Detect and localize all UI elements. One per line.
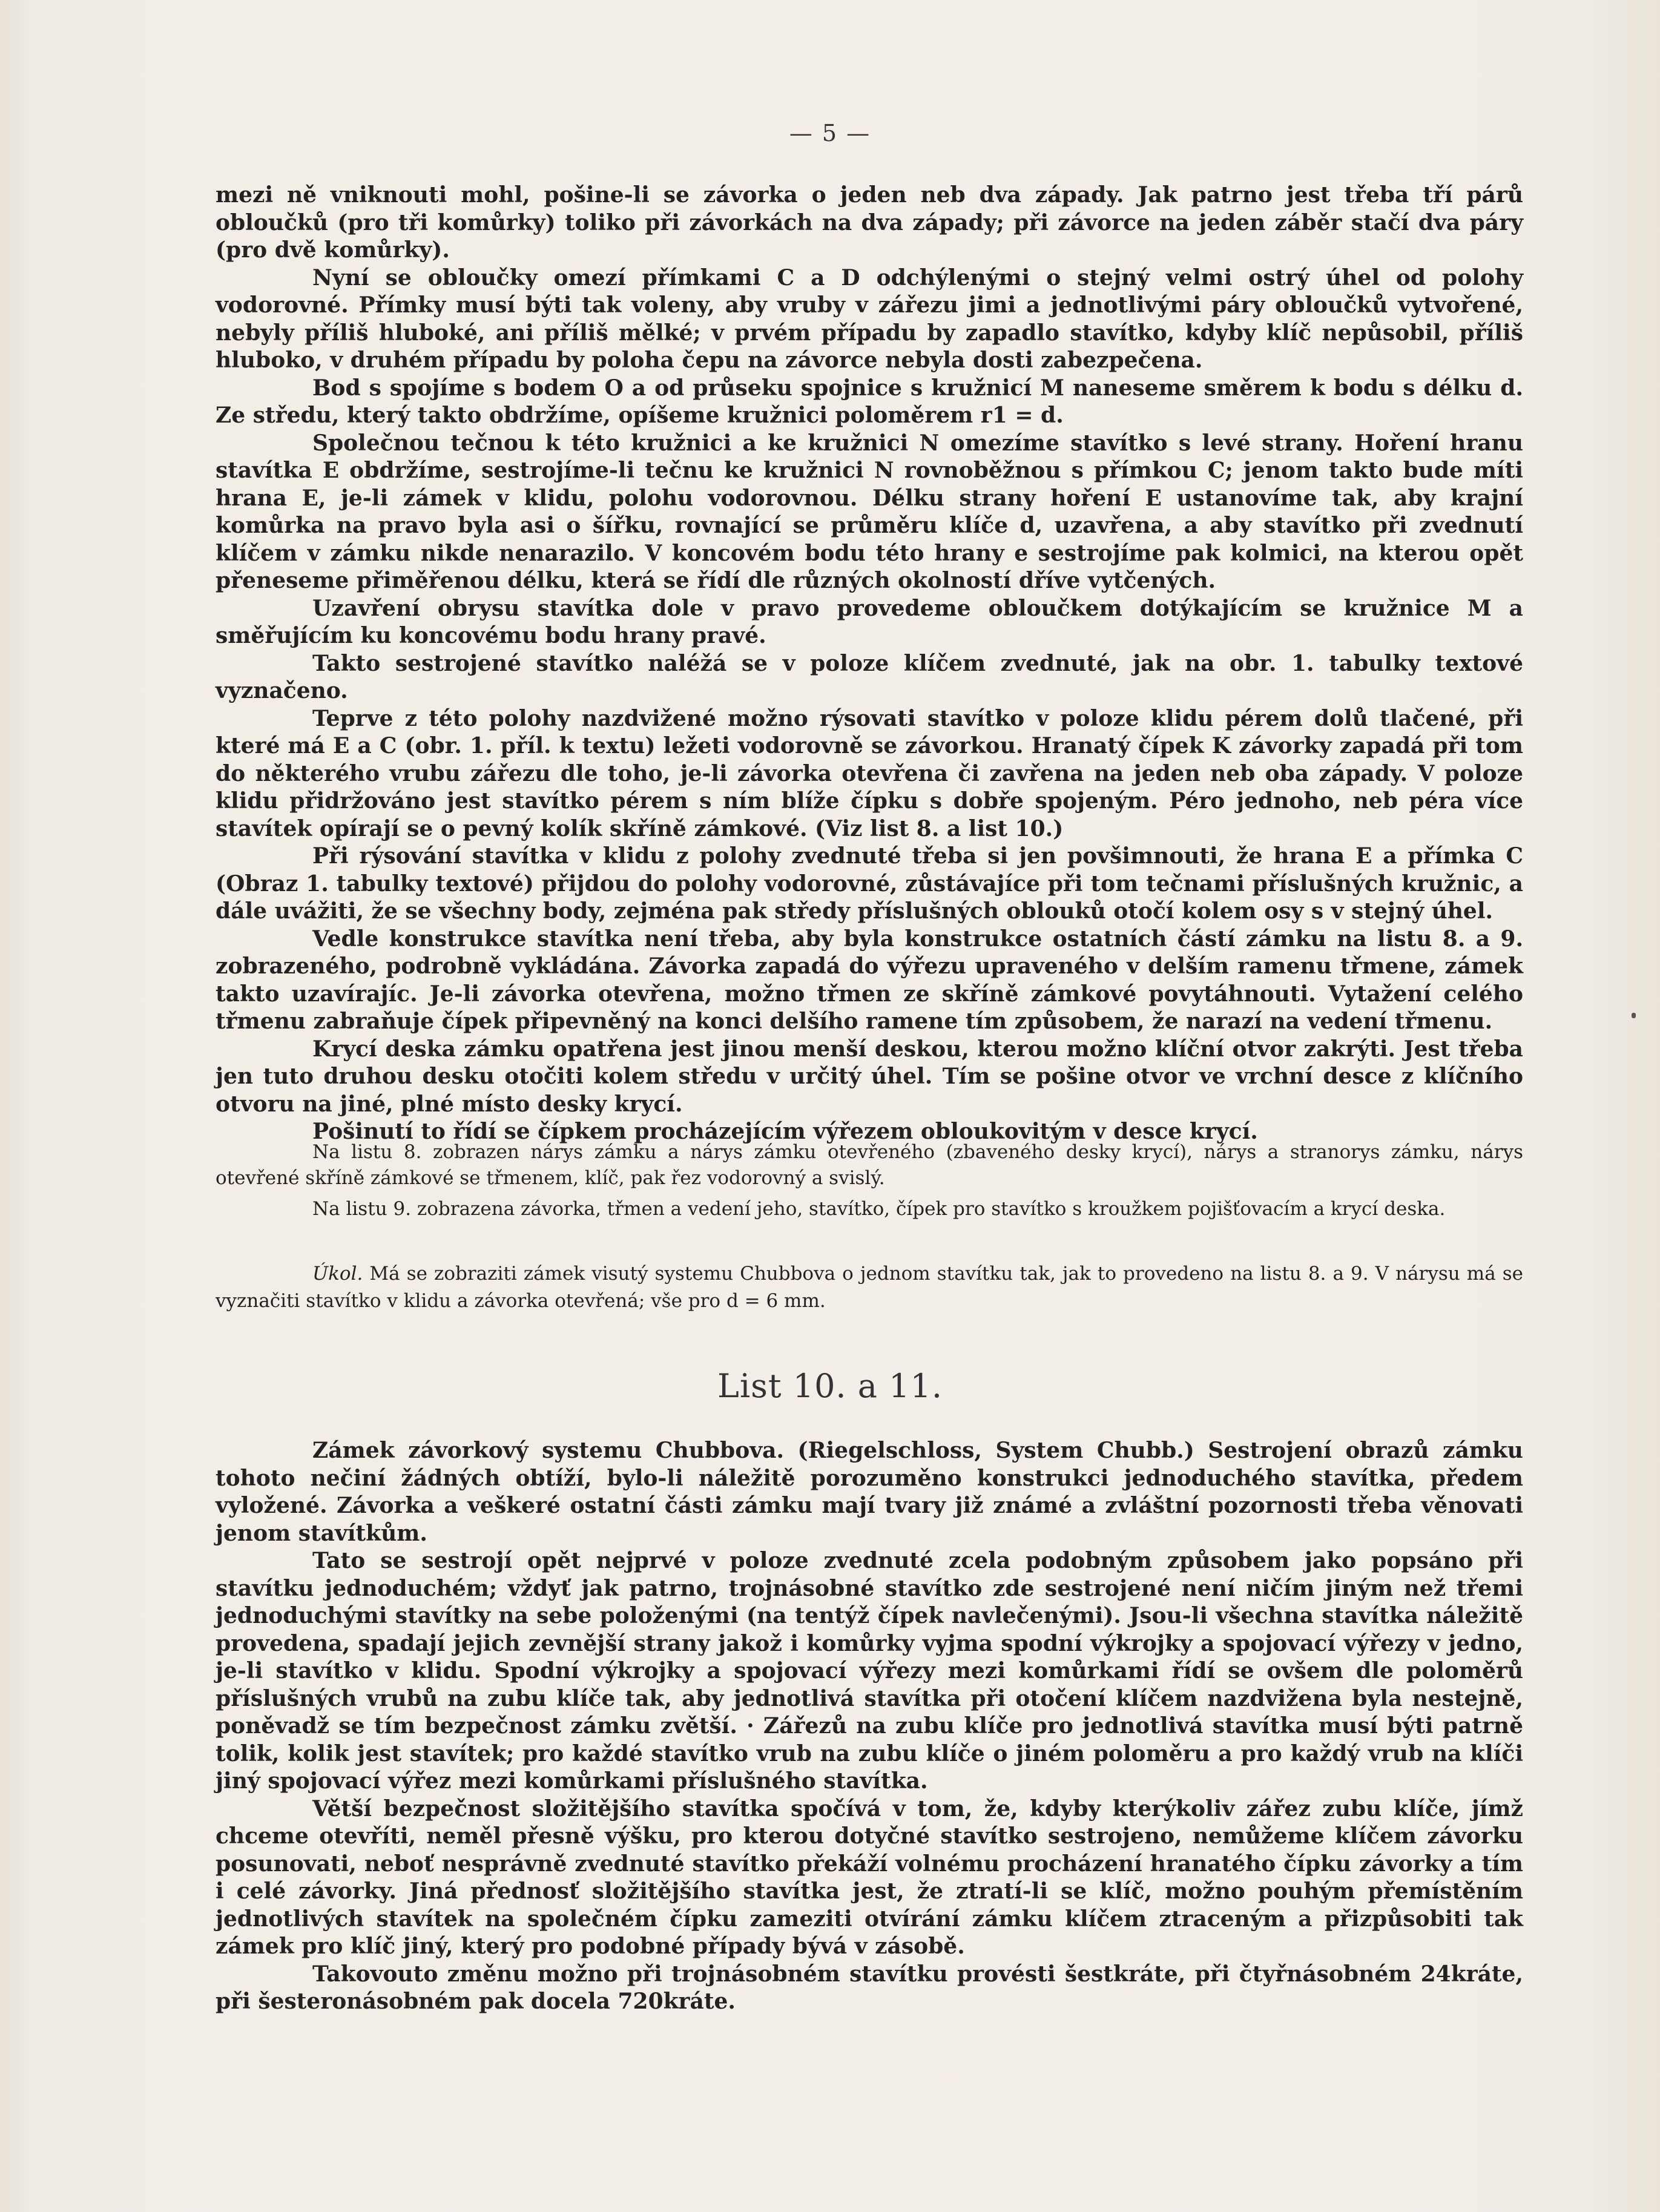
paragraph-text: (Riegelschloss, System Chubb.) Sestrojení obrazů zámku tohoto nečiní žádných obtíží, bylo-li náležitě porozuměno konstrukci jednoduchého stavítka, předem vyložené. Závorka a veškeré ostatní části zámku mají tvary již známé a zvláštní pozornosti třeba věnovati jenom stavítkům. xyxy=(216,1438,1523,1546)
paragraph: Nyní se obloučky omezí přímkami C a D odchýlenými o stejný velmi ostrý úhel od polohy vodorovné. Přímky musí býti tak voleny, aby vruby v zářezu jimi a jednotlivými páry obloučků vytvořené, nebyly příliš hluboké, ani příliš mělké; v prvém případu by zapadlo stavítko, kdyby klíč nepůsobil, příliš hluboko, v druhém případu by poloha čepu na závorce nebyla dosti zabezpečena. xyxy=(216,265,1523,373)
section-stavitko-text xyxy=(216,182,1523,1146)
task-text: Má se zobraziti zámek visutý systemu Chubbova o jednom stavítku tak, jak to provedeno na listu 8. a 9. V nárysu má se vyznačiti stavítko v klidu a závorka otevřená; vše pro d = 6 mm. xyxy=(216,1263,1523,1312)
paragraph: Bod s spojíme s bodem O a od průseku spojnice s kružnicí M naneseme směrem k bodu s délku d. Ze středu, který takto obdržíme, opíšeme kružnici poloměrem r1 = d. xyxy=(216,375,1523,428)
paragraph: Takto sestrojené stavítko naléžá se v poloze klíčem zvednuté, jak na obr. 1. tabulky textové vyznačeno. xyxy=(216,650,1523,703)
paragraph: Vedle konstrukce stavítka není třeba, aby byla konstrukce ostatních částí zámku na listu 8. a 9. zobrazeného, podrobně vykládána. Závorka zapadá do výřezu upraveného v delším ramenu třmene, zámek takto uzavírajíc. Je-li závorka otevřena, možno třmen ze skříně zámkové povytáhnouti. Vytažení celého třmenu zabraňuje čípek připevněný na konci delšího ramene tím způsobem, že narazí na vedení třmenu. xyxy=(216,926,1523,1034)
section-heading: Zámek závorkový systemu Chubbova. xyxy=(312,1438,784,1463)
sheet-notes xyxy=(216,1139,1523,1227)
margin-dot xyxy=(1632,1013,1636,1018)
page-number: — 5 — xyxy=(789,120,871,146)
task-paragraph xyxy=(216,1260,1523,1315)
task-label: Úkol. xyxy=(312,1263,363,1285)
paragraph: Takovouto změnu možno při trojnásobném stavítku provésti šestkráte, při čtyřnásobném 24kráte, při šesteronásobném pak docela 720kráte. xyxy=(216,1961,1523,2014)
paragraph: Krycí deska zámku opatřena jest jinou menší deskou, kterou možno klíční otvor zakrýti. Jest třeba jen tuto druhou desku otočiti kolem středu v určitý úhel. Tím se pošine otvor ve vrchní desce z klíčního otvoru na jiné, plné místo desky krycí. xyxy=(216,1036,1523,1117)
paragraph: Teprve z této polohy nazdvižené možno rýsovati stavítko v poloze klidu pérem dolů tlačené, při které má E a C (obr. 1. příl. k textu) ležeti vodorovně se závorkou. Hranatý čípek K závorky zapadá při tom do některého vrubu zářezu dle toho, je-li závorka otevřena či zavřena na jeden neb oba západy. V poloze klidu přidržováno jest stavítko pérem s ním blíže čípku s dobře spojeným. Péro jednoho, neb péra více stavítek opírají se o pevný kolík skříně zámkové. (Viz list 8. a list 10.) xyxy=(216,705,1523,841)
paragraph: Větší bezpečnost složitějšího stavítka spočívá v tom, že, kdyby kterýkoliv zářez zubu klíče, jímž chceme otevříti, neměl přesně výšku, pro kterou dotyčné stavítko sestrojeno, nemůžeme klíčem závorku posunovati, neboť nesprávně zvednuté stavítko překáží volnému procházení hranatého čípku závorky a tím i celé závorky. Jiná přednosť složitějšího stavítka jest, že ztratí-li se klíč, možno pouhým přemístěním jednotlivých stavítek na společném čípku zameziti otvírání zámku klíčem ztraceným a přizpůsobiti tak zámek pro klíč jiný, který pro podobné případy bývá v zásobě. xyxy=(216,1796,1523,1959)
paragraph: Uzavření obrysu stavítka dole v pravo provedeme obloučkem dotýkajícím se kružnice M a směřujícím ku koncovému bodu hrany pravé. xyxy=(216,595,1523,648)
paragraph: mezi ně vniknouti mohl, pošine-li se závorka o jeden neb dva západy. Jak patrno jest třeba tří párů obloučků (pro tři komůrky) toliko při závorkách na dva západy; při závorce na jeden záběr stačí dva páry (pro dvě komůrky). xyxy=(216,182,1523,263)
list-title: List 10. a 11. xyxy=(717,1367,943,1405)
paragraph: Při rýsování stavítka v klidu z polohy zvednuté třeba si jen povšimnouti, že hrana E a přímka C (Obraz 1. tabulky textové) přijdou do polohy vodorovné, zůstávajíce při tom tečnami příslušných kružnic, a dále uvážiti, že se všechny body, zejména pak středy příslušných oblouků otočí kolem osy s v stejný úhel. xyxy=(216,843,1523,924)
paragraph xyxy=(216,1437,1523,1547)
paragraph: Tato se sestrojí opět nejprvé v poloze zvednuté zcela podobným způsobem jako popsáno při stavítku jednoduchém; vždyť jak patrno, trojnásobné stavítko zde sestrojené není ničím jiným než třemi jednoduchými stavítky na sebe položenými (na tentýž čípek navlečenými). Jsou-li všechna stavítka náležitě provedena, spadají jejich zevnější strany jakož i komůrky vyjma spodní výkrojky a spojovací výřezy v jedno, je-li stavítko v klidu. Spodní výkrojky a spojovací výřezy mezi komůrkami řídí se ovšem dle poloměrů příslušných vrubů na zubu klíče tak, aby jednotlivá stavítka při otočení klíčem nazdvižena byla nestejně, poněvadž se tím bezpečnost zámku zvětší. · Zářezů na zubu klíče pro jednotlivá stavítka musí býti patrně tolik, kolik jest stavítek; pro každé stavítko vrub na zubu klíče o jiném poloměru a pro každý vrub na klíči jiný spojovací výřez mezi komůrkami příslušného stavítka. xyxy=(216,1548,1523,1794)
paragraph: Společnou tečnou k této kružnici a ke kružnici N omezíme stavítko s levé strany. Hoření hranu stavítka E obdržíme, sestrojíme-li tečnu ke kružnici N rovnoběžnou s přímkou C; jenom takto bude míti hrana E, je-li zámek v klidu, polohu vodorovnou. Délku strany hoření E ustanovíme tak, aby krajní komůrka na pravo byla asi o šířku, rovnající se průměru klíče d, uzavřena, a aby stavítko při zvednutí klíčem v zámku nikde nenarazilo. V koncovém bodu této hrany e sestrojíme pak kolmici, na kterou opět přeneseme přiměřenou délku, která se řídí dle různých okolností dříve vytčených. xyxy=(216,430,1523,593)
sheet-note: Na listu 8. zobrazen nárys zámku a nárys zámku otevřeného (zbaveného desky krycí), nárys a stranorys zámku, nárys otevřené skříně zámkové se třmenem, klíč, pak řez vodorovný a svislý. xyxy=(216,1141,1523,1189)
paragraph: Pošinutí to řídí se čípkem procházejícím výřezem obloukovitým v desce krycí. xyxy=(312,1119,1258,1144)
sheet-note: Na listu 9. zobrazena závorka, třmen a vedení jeho, stavítko, čípek pro stavítko s kroužkem pojišťovacím a krycí deska. xyxy=(312,1198,1446,1220)
section-chubb-text xyxy=(216,1437,1523,2016)
